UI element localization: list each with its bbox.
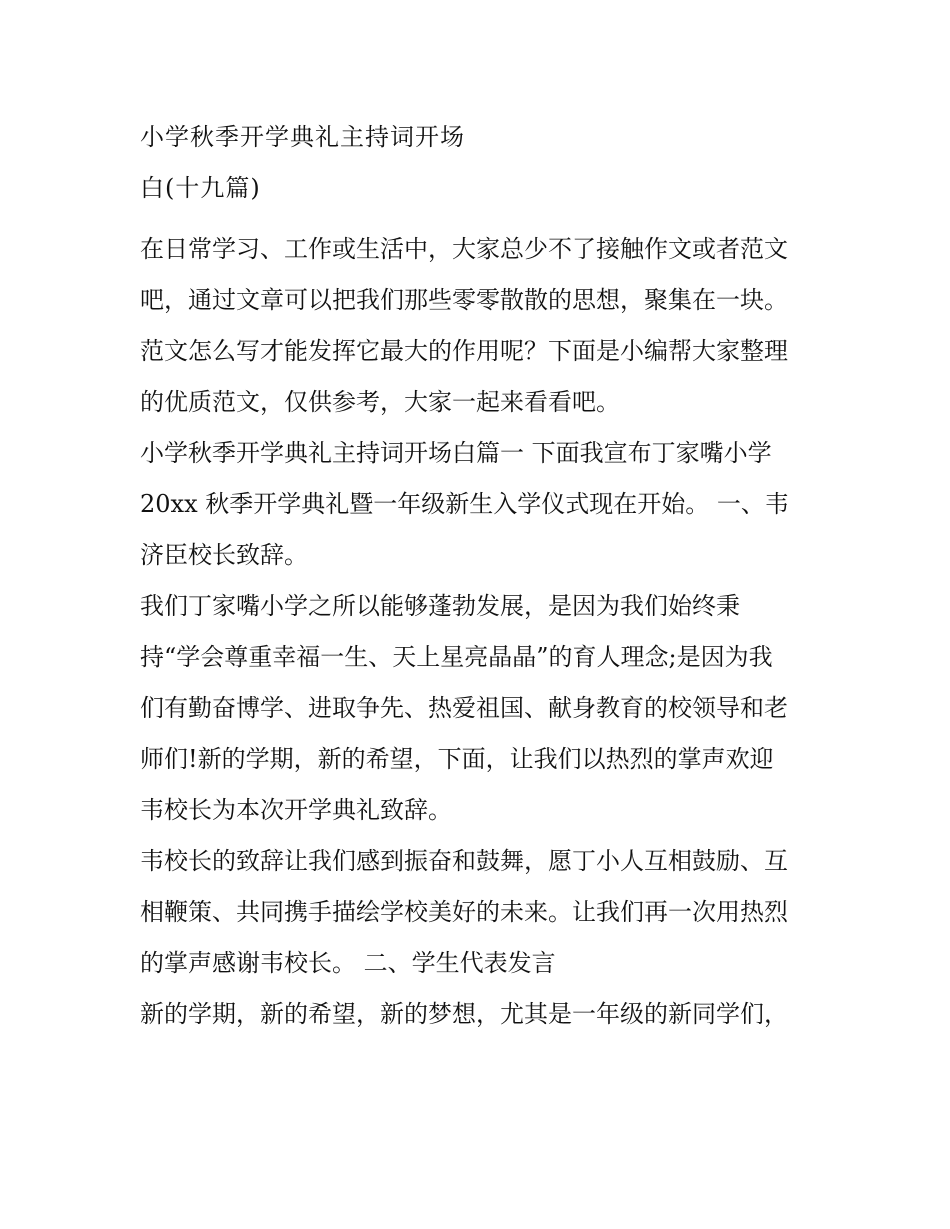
text-line: 小学秋季开学典礼主持词开场白篇一 下面我宣布丁家嘴小学 [140,439,772,467]
text-line: 20xx 秋季开学典礼暨一年级新生入学仪式现在开始。 一、韦 [140,490,789,518]
text-line: 持“学会尊重幸福一生、天上星亮晶晶”的育人理念;是因为我 [140,643,773,671]
text-line: 新的学期，新的希望，新的梦想，尤其是一年级的新同学们， [140,1000,788,1028]
text-line: 我们丁家嘴小学之所以能够蓬勃发展，是因为我们始终秉 [140,592,740,620]
text-line: 吧，通过文章可以把我们那些零零散散的思想，聚集在一块。 [140,286,788,314]
text-line: 范文怎么写才能发挥它最大的作用呢？下面是小编帮大家整理 [140,337,788,365]
paragraph-philosophy [140,581,820,836]
text-line: 的掌声感谢韦校长。 二、学生代表发言 [140,949,556,977]
paragraph-thanks [140,836,820,989]
paragraph-new-term [140,989,820,1040]
title-line: 小学秋季开学典礼主持词开场 [140,123,465,151]
text-line: 的优质范文，仅供参考，大家一起来看看吧。 [140,388,620,416]
text-line: 韦校长的致辞让我们感到振奋和鼓舞，愿丁小人互相鼓励、互 [140,847,788,875]
text-line: 相鞭策、共同携手描绘学校美好的未来。让我们再一次用热烈 [140,898,788,926]
document-page [140,112,820,1040]
title-line: 白(十九篇) [140,174,261,202]
text-line: 济臣校长致辞。 [140,541,308,569]
paragraph-opening [140,428,820,581]
text-line: 师们!新的学期，新的希望，下面，让我们以热烈的掌声欢迎 [140,745,774,773]
document-title [140,112,820,214]
text-line: 韦校长为本次开学典礼致辞。 [140,796,452,824]
text-line: 在日常学习、工作或生活中，大家总少不了接触作文或者范文 [140,235,788,263]
text-line: 们有勤奋博学、进取争先、热爱祖国、献身教育的校领导和老 [140,694,788,722]
paragraph-intro [140,224,820,428]
